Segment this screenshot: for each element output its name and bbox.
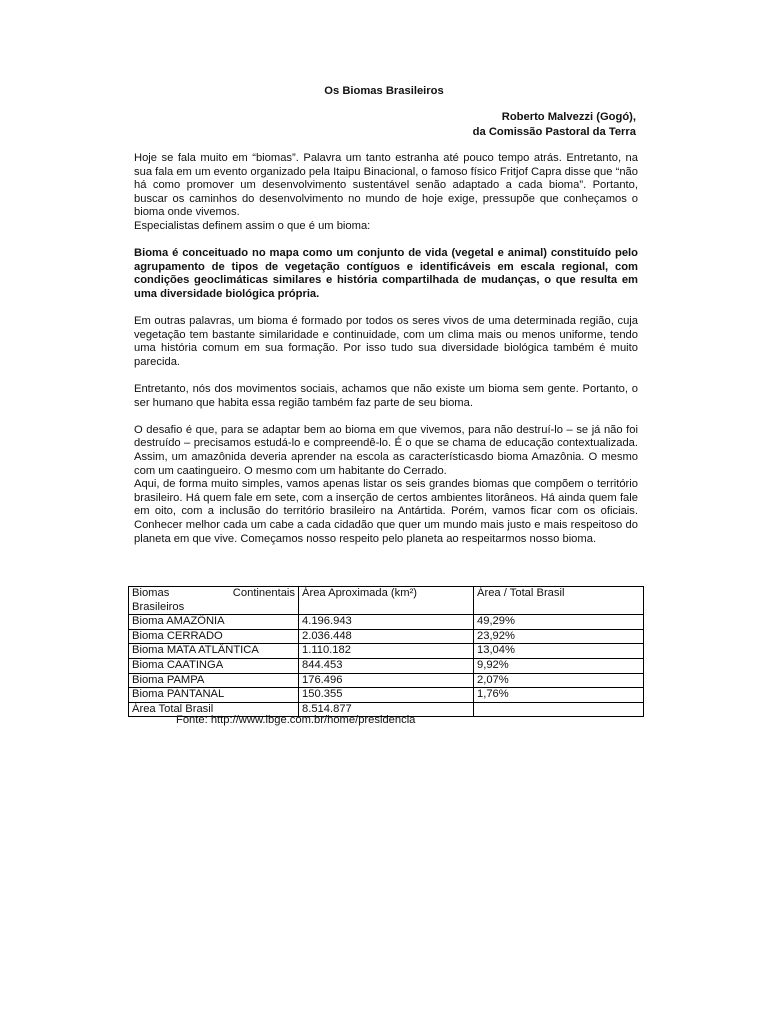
cell-bioma: Área Total Brasil (129, 702, 299, 717)
author-affiliation: da Comissão Pastoral da Terra (472, 126, 636, 138)
cell-pct: 1,76% (474, 688, 644, 703)
cell-pct: 9,92% (474, 658, 644, 673)
header-cell-area: Área Aproximada (km²) (299, 587, 474, 615)
header-cell-pct: Área / Total Brasil (474, 587, 644, 615)
cell-pct: 2,07% (474, 673, 644, 688)
cell-bioma: Bioma CERRADO (129, 629, 299, 644)
body-text (134, 152, 638, 546)
cell-bioma: Bioma MATA ATLÂNTICA (129, 644, 299, 659)
paragraph-biome-list: Aqui, de forma muito simples, vamos apenas listar os seis grandes biomas que compõem o território brasileiro. Há quem fale em sete, com a inserção de certos ambientes litorâneos. Há ainda quem fale em oito, com a inclusão do território brasileiro na Antártida. Porém, vamos ficar com os oficiais. Conhecer melhor cada um cabe a cada cidadão que quer um mundo mais justo e mais respeitoso do planeta em que vive. Começamos nosso respeito pelo planeta ao respeitarmos nosso bioma. (134, 478, 638, 545)
cell-pct: 49,29% (474, 615, 644, 630)
cell-pct: 23,92% (474, 629, 644, 644)
cell-area: 4.196.943 (299, 615, 474, 630)
table-row (129, 688, 644, 703)
cell-bioma: Bioma AMAZÔNIA (129, 615, 299, 630)
cell-bioma: Bioma CAATINGA (129, 658, 299, 673)
cell-area: 844.453 (299, 658, 474, 673)
paragraph-challenge: O desafio é que, para se adaptar bem ao bioma em que vivemos, para não destruí-lo – se já não foi destruído – precisamos estudá-lo e compreendê-lo. É o que se chama de educação contextualizada. Assim, um amazônida deveria aprender na escola as característicasdo bioma Amazônia. O mesmo com um caatingueiro. O mesmo com um habitante do Cerrado. (134, 423, 638, 477)
table-row (129, 658, 644, 673)
paragraph-intro: Hoje se fala muito em “biomas”. Palavra um tanto estranha até pouco tempo atrás. Entretanto, na sua fala em um evento organizado pela Itaipu Binacional, o famoso físico Fritjof Capra disse que “não há como promover um desenvolvimento sustentável senão adaptado a cada bioma”. Portanto, buscar os caminhos do desenvolvimento no mundo de hoje exige, pressupõe que conheçamos o bioma onde vivemos. (134, 152, 638, 219)
paragraph-definition: Bioma é conceituado no mapa como um conjunto de vida (vegetal e animal) constituído pelo agrupamento de tipos de vegetação contíguos e identificáveis em escala regional, com condições geoclimáticas similares e história compartilhada de mudanças, o que resulta em uma diversidade biológica própria. (134, 247, 638, 300)
document-title: Os Biomas Brasileiros (324, 85, 444, 97)
paragraph-social-movements: Entretanto, nós dos movimentos sociais, achamos que não existe um bioma sem gente. Portanto, o ser humano que habita essa região também faz parte de seu bioma. (134, 383, 638, 409)
cell-area: 176.496 (299, 673, 474, 688)
biomes-table (128, 586, 644, 717)
cell-pct (474, 702, 644, 717)
cell-area: 1.110.182 (299, 644, 474, 659)
cell-area: 150.355 (299, 688, 474, 703)
header-continentais-word: Continentais (232, 587, 295, 599)
source-citation: Fonte: http://www.ibge.com.br/home/presidencia (176, 714, 416, 726)
table-header-row (129, 587, 644, 615)
table-row (129, 629, 644, 644)
paragraph-other-words: Em outras palavras, um bioma é formado por todos os seres vivos de uma determinada região, cuja vegetação tem bastante similaridade e continuidade, com um clima mais ou menos uniforme, tendo uma história comum em sua formação. Por isso tudo sua diversidade biológica também é muito parecida. (134, 315, 638, 368)
cell-area: 8.514.877 (299, 702, 474, 717)
cell-bioma: Bioma PANTANAL (129, 688, 299, 703)
header-cell-biomas (129, 587, 299, 615)
header-biomas-word: Biomas (132, 587, 170, 599)
author-block (473, 110, 636, 140)
cell-bioma: Bioma PAMPA (129, 673, 299, 688)
table-row (129, 644, 644, 659)
cell-area: 2.036.448 (299, 629, 474, 644)
paragraph-definition-lead: Especialistas definem assim o que é um bioma: (134, 219, 371, 232)
cell-pct: 13,04% (474, 644, 644, 659)
header-brasileiros-word: Brasileiros (132, 600, 185, 613)
author-name: Roberto Malvezzi (Gogó), (501, 111, 636, 123)
table-row (129, 615, 644, 630)
table-row (129, 673, 644, 688)
